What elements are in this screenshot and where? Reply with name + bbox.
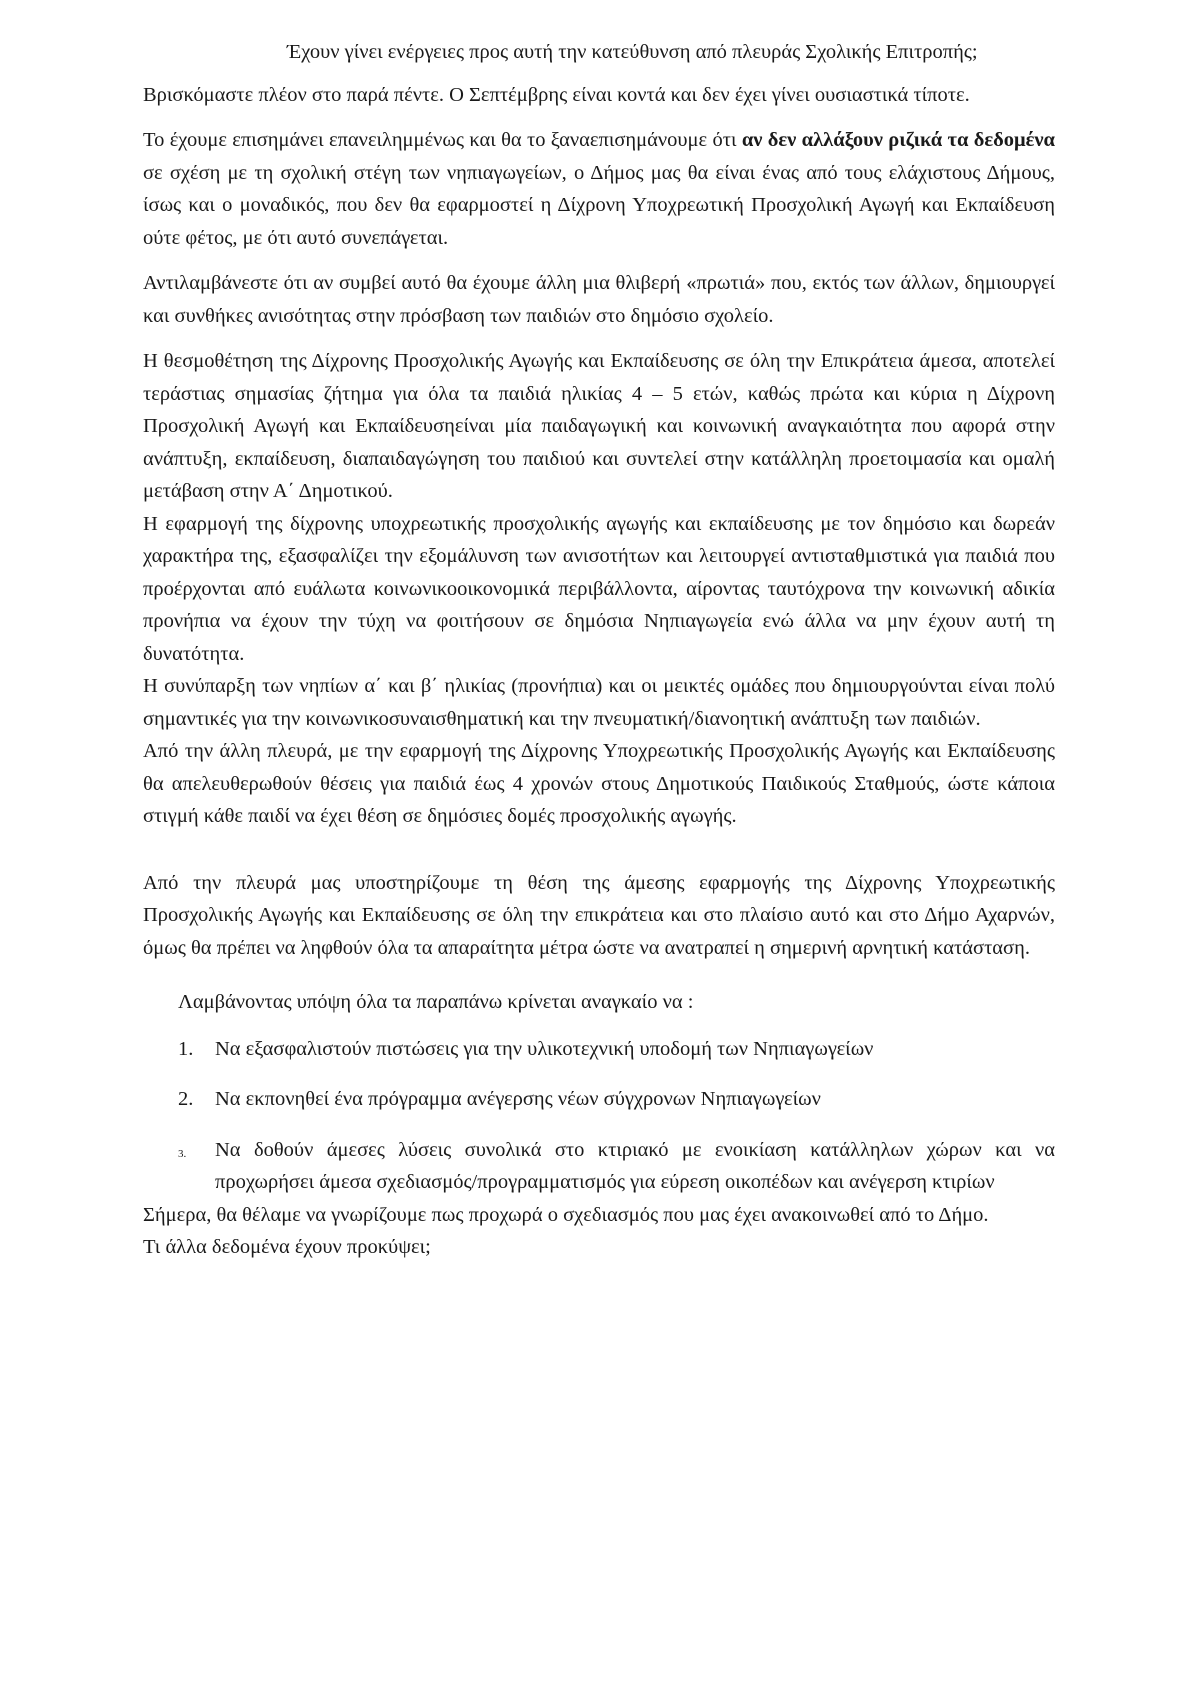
list-item [143,1033,1055,1066]
paragraph-6: Η συνύπαρξη των νηπίων α΄ και β΄ ηλικίας (προνήπια) και οι μεικτές ομάδες που δημιουργούνται είναι πολύ σημαντικές για την κοινωνικοσυναισθηματική και την πνευματική/διανοητική ανάπτυξη των παιδιών. [143,675,1055,730]
paragraph-5: Η εφαρμογή της δίχρονης υποχρεωτικής προσχολικής αγωγής και εκπαίδευσης με τον δημόσιο και δωρεάν χαρακτήρα της, εξασφαλίζει την εξομάλυνση των ανισοτήτων και λειτουργεί αντισταθμιστικά για παιδιά που προέρχονται από ευάλωτα κοινωνικοοικονομικά περιβάλλοντα, αίροντας ταυτόχρονα την κοινωνική αδικία προνήπια να έχουν την τύχη να φοιτήσουν σε δημόσια Νηπιαγωγεία ενώ άλλα να μην έχουν αυτή τη δυνατότητα. [143,512,1055,665]
list-lead: Λαμβάνοντας υπόψη όλα τα παραπάνω κρίνεται αναγκαίο να : [178,991,694,1013]
paragraph-2-text-end: σε σχέση με τη σχολική στέγη των νηπιαγωγείων, ο Δήμος μας θα είναι ένας από τους ελάχιστους Δήμους, ίσως και ο μοναδικός, που δεν θα εφαρμοστεί η Δίχρονη Υποχρεωτική Προσχολική Αγωγή και Εκπαίδευση ούτε φέτος, με ότι αυτό συνεπάγεται. [143,161,1055,249]
document-page [143,36,1055,1264]
list-item-number: 2. [178,1088,194,1110]
paragraph-2-bold-phrase: αν δεν αλλάξουν ριζικά τα δεδομένα [741,129,1055,151]
paragraph-3: Αντιλαμβάνεστε ότι αν συμβεί αυτό θα έχουμε άλλη μια θλιβερή «πρωτιά» που, εκτός των άλλων, δημιουργεί και συνθήκες ανισότητας στην πρόσβαση των παιδιών στο δημόσιο σχολείο. [143,272,1055,327]
list-item-text: Να εξασφαλιστούν πιστώσεις για την υλικοτεχνική υποδομή των Νηπιαγωγείων [215,1037,874,1060]
list-item-number: 3. [178,1147,187,1160]
paragraph-7: Από την άλλη πλευρά, με την εφαρμογή της Δίχρονης Υποχρεωτικής Προσχολικής Αγωγής και Εκπαίδευσης θα απελευθερωθούν θέσεις για παιδιά έως 4 χρονών στους Δημοτικούς Παιδικούς Σταθμούς, ώστε κάποια στιγμή κάθε παιδί να έχει θέση σε δημόσιες δομές προσχολικής αγωγής. [143,740,1055,827]
list-item-text: Να εκπονηθεί ένα πρόγραμμα ανέγερσης νέων σύγχρονων Νηπιαγωγείων [215,1088,821,1110]
paragraph-9: Σήμερα, θα θέλαμε να γνωρίζουμε πως προχωρά ο σχεδιασμός που μας έχει ανακοινωθεί από το Δήμο. [143,1203,989,1226]
closing-question: Τι άλλα δεδομένα έχουν προκύψει; [143,1236,431,1258]
paragraph-1: Βρισκόμαστε πλέον στο παρά πέντε. Ο Σεπτέμβρης είναι κοντά και δεν έχει γίνει ουσιαστικά τίποτε. [143,83,970,106]
list-item-text: Να δοθούν άμεσες λύσεις συνολικά στο κτιριακό με ενοικίαση κατάλληλων χώρων και να προχωρήσει άμεσα σχεδιασμός/προγραμματισμός για εύρεση οικοπέδων και ανέγερση κτιρίων [215,1138,1055,1193]
paragraph-2-text-start: Το έχουμε επισημάνει επανειλημμένως και θα το ξαναεπισημάνουμε ότι [143,129,742,151]
paragraph-4: Η θεσμοθέτηση της Δίχρονης Προσχολικής Αγωγής και Εκπαίδευσης σε όλη την Επικράτεια άμεσα, αποτελεί τεράστιας σημασίας ζήτημα για όλα τα παιδιά ηλικίας 4 – 5 ετών, καθώς πρώτα και κύρια η Δίχρονη Προσχολική Αγωγή και Εκπαίδευσηείναι μία παιδαγωγική και κοινωνική αναγκαιότητα που αφορά στην ανάπτυξη, εκπαίδευση, διαπαιδαγώγηση του παιδιού και συντελεί στην κατάλληλη προετοιμασία και ομαλή μετάβαση στην Α΄ Δημοτικού. [143,350,1055,502]
paragraph-2 [143,124,1055,254]
demands-list [143,1033,1055,1199]
list-item-number: 1. [178,1037,194,1060]
intro-question: Έχουν γίνει ενέργειες προς αυτή την κατεύθυνση από πλευράς Σχολικής Επιτροπής; [287,41,978,63]
list-item [143,1134,1055,1199]
paragraph-8: Από την πλευρά μας υποστηρίζουμε τη θέση της άμεσης εφαρμογής της Δίχρονης Υποχρεωτικής Προσχολικής Αγωγής και Εκπαίδευσης σε όλη την επικράτεια και στο πλαίσιο αυτό και στο Δήμο Αχαρνών, όμως θα πρέπει να ληφθούν όλα τα απαραίτητα μέτρα ώστε να ανατραπεί η σημερινή αρνητική κατάσταση. [143,871,1055,959]
list-item [143,1083,1055,1116]
